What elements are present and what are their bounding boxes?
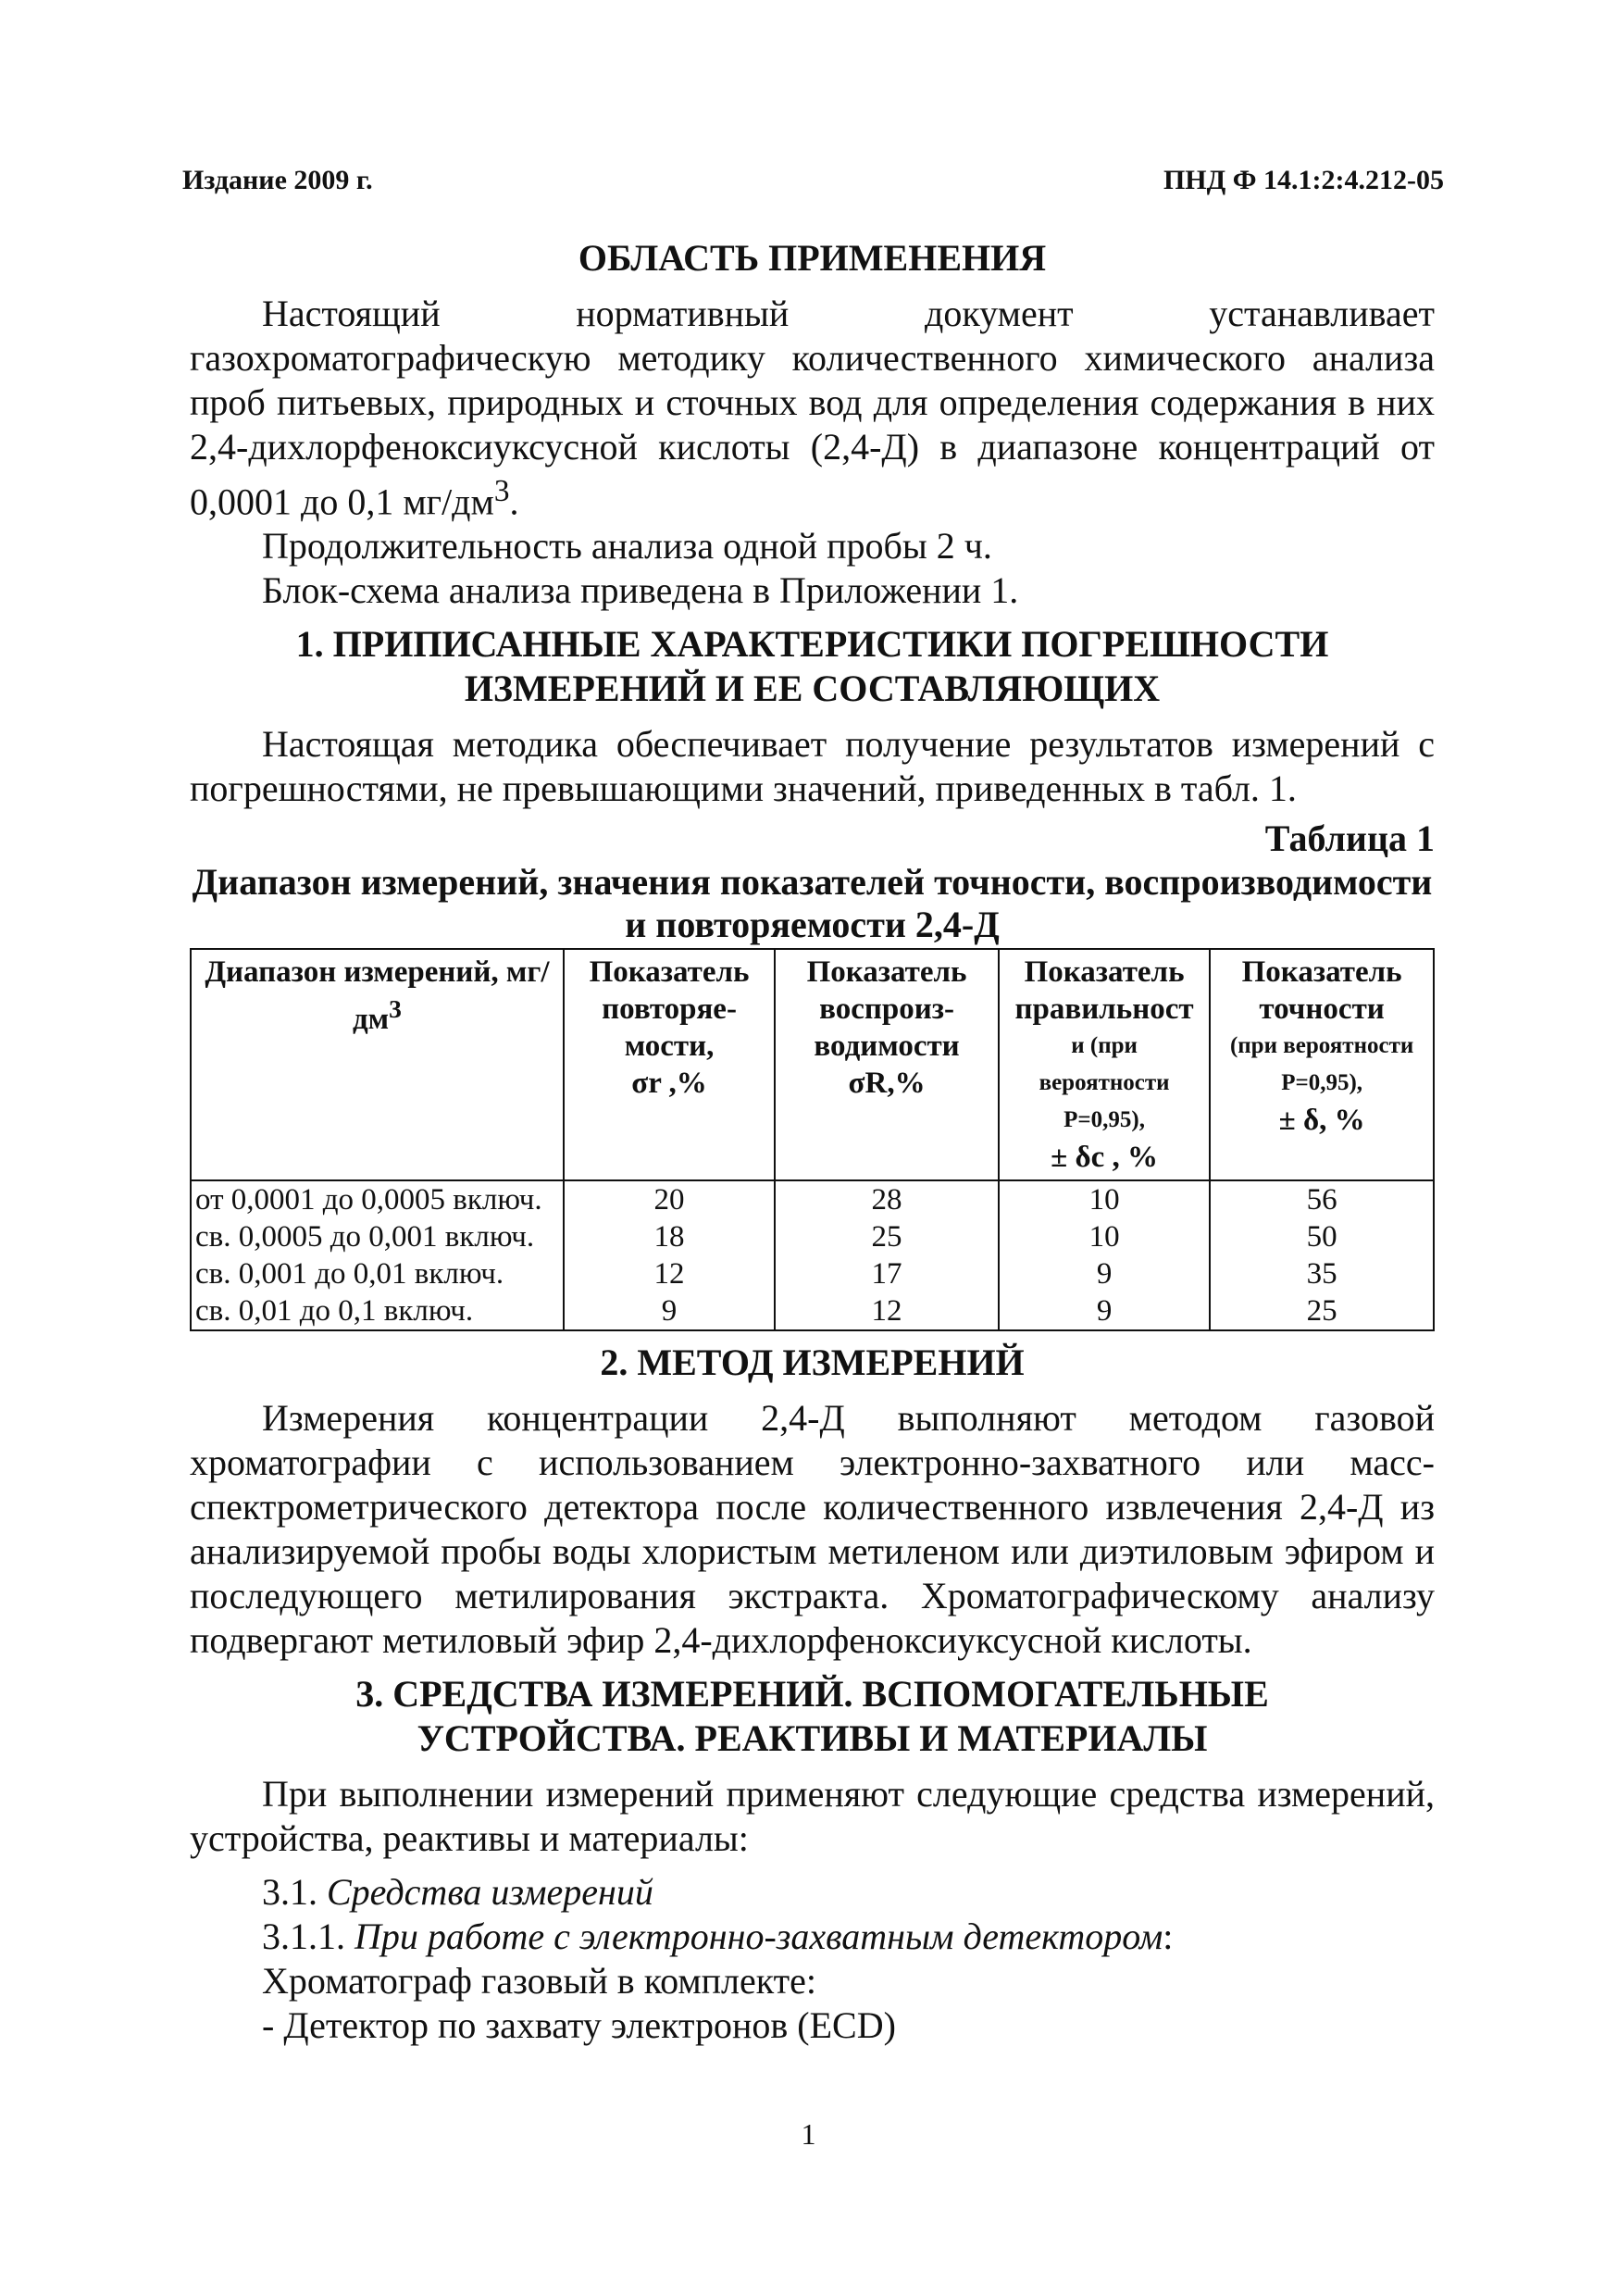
table-row bbox=[191, 1255, 1434, 1292]
cell-reproducibility: 12 bbox=[775, 1292, 999, 1330]
table-row bbox=[191, 1292, 1434, 1330]
scope-paragraph: газохроматографическую методику количественного химического анализа проб питьевых, природных и сточных вод для определения содержания в них 2,4-дихлорфеноксиуксусной кислоты (2,4-Д) в диапазоне концентраций от 0,0001 до 0,1 $мг/дм^3$. bbox=[190, 337, 1435, 523]
cell-accuracy: 50 bbox=[1210, 1218, 1434, 1255]
subsection-3-1-1: 3.1.1. При работе с электронно-захватным детектором: bbox=[262, 1915, 1174, 1958]
cell-repeatability: 18 bbox=[564, 1218, 775, 1255]
header-range: Диапазон измерений, $мг/дм^3$ bbox=[191, 949, 564, 1180]
page-number: 1 bbox=[801, 2117, 816, 2151]
cell-repeatability: 12 bbox=[564, 1255, 775, 1292]
cell-accuracy: 35 bbox=[1210, 1255, 1434, 1292]
header-correctness: Показатель правильност и (при вероятности Р=0,95), ± δc , % bbox=[999, 949, 1210, 1180]
scope-heading: ОБЛАСТЬ ПРИМЕНЕНИЯ bbox=[578, 237, 1047, 279]
instruments-list bbox=[190, 1870, 1435, 2048]
section1-heading: 1. ПРИПИСАННЫЕ ХАРАКТЕРИСТИКИ ПОГРЕШНОСТИ ИЗМЕРЕНИЙ И ЕЕ СОСТАВЛЯЮЩИХ bbox=[295, 623, 1329, 710]
cell-range: от 0,0001 до 0,0005 включ. bbox=[191, 1180, 564, 1218]
cell-reproducibility: 25 bbox=[775, 1218, 999, 1255]
flowchart-note: Блок-схема анализа приведена в Приложении 1. bbox=[262, 569, 1019, 612]
table-header-row bbox=[191, 949, 1434, 1180]
section3-heading: 3. СРЕДСТВА ИЗМЕРЕНИЙ. ВСПОМОГАТЕЛЬНЫЕ УСТРОЙСТВА. РЕАКТИВЫ И МАТЕРИАЛЫ bbox=[355, 1673, 1269, 1760]
subsection-3-1: 3.1. Средства измерений bbox=[262, 1871, 653, 1914]
cell-correctness: 10 bbox=[999, 1218, 1210, 1255]
table-caption: Диапазон измерений, значения показателей точности, воспроизводимости и повторяемости 2,4-Д bbox=[192, 861, 1433, 946]
section1-text: Настоящая методика обеспечивает получение результатов измерений с погрешностями, не превышающими значений, приведенных в табл. 1. bbox=[190, 723, 1435, 810]
header-reproducibility: Показатель воспроиз-водимости σR,% bbox=[775, 949, 999, 1180]
section2-heading: 2. МЕТОД ИЗМЕРЕНИЙ bbox=[600, 1341, 1025, 1384]
cell-repeatability: 20 bbox=[564, 1180, 775, 1218]
table-number: Таблица 1 bbox=[1264, 817, 1435, 860]
table-row bbox=[191, 1218, 1434, 1255]
section3-text: При выполнении измерений применяют следующие средства измерений, устройства, реактивы и материалы: bbox=[190, 1773, 1435, 1860]
page-content bbox=[190, 227, 1435, 2048]
list-item: Хроматограф газовый в комплекте: bbox=[262, 1960, 817, 2003]
cell-accuracy: 25 bbox=[1210, 1292, 1434, 1330]
analysis-duration: Продолжительность анализа одной пробы 2 ч. bbox=[262, 525, 992, 568]
header-accuracy: Показатель точности (при вероятности Р=0,95), ± δ, % bbox=[1210, 949, 1434, 1180]
cell-correctness: 10 bbox=[999, 1180, 1210, 1218]
document-code: ПНД Ф 14.1:2:4.212-05 bbox=[1163, 165, 1444, 195]
cell-correctness: 9 bbox=[999, 1255, 1210, 1292]
cell-repeatability: 9 bbox=[564, 1292, 775, 1330]
table-row bbox=[191, 1180, 1434, 1218]
cell-correctness: 9 bbox=[999, 1292, 1210, 1330]
section2-text: Измерения концентрации 2,4-Д выполняют методом газовой хроматографии с использованием электронно-захватного или масс-спектрометрического детектора после количественного извлечения 2,4-Д из анализируемой пробы воды хлористым метиленом или диэтиловым эфиром и последующего метилирования экстракта. Хроматографическому анализу подвергают метиловый эфир 2,4-дихлорфеноксиуксусной кислоты. bbox=[190, 1397, 1435, 1662]
cell-reproducibility: 28 bbox=[775, 1180, 999, 1218]
cell-range: св. 0,0005 до 0,001 включ. bbox=[191, 1218, 564, 1255]
cell-reproducibility: 17 bbox=[775, 1255, 999, 1292]
precision-table bbox=[190, 948, 1435, 1331]
edition-label: Издание 2009 г. bbox=[182, 165, 373, 195]
list-item: - Детектор по захвату электронов (ECD) bbox=[262, 2004, 896, 2047]
cell-accuracy: 56 bbox=[1210, 1180, 1434, 1218]
cell-range: св. 0,001 до 0,01 включ. bbox=[191, 1255, 564, 1292]
header-repeatability: Показатель повторяе-мости, σr ,% bbox=[564, 949, 775, 1180]
scope-first-line: Настоящий нормативный документ устанавливает bbox=[262, 293, 1435, 334]
cell-range: св. 0,01 до 0,1 включ. bbox=[191, 1292, 564, 1330]
